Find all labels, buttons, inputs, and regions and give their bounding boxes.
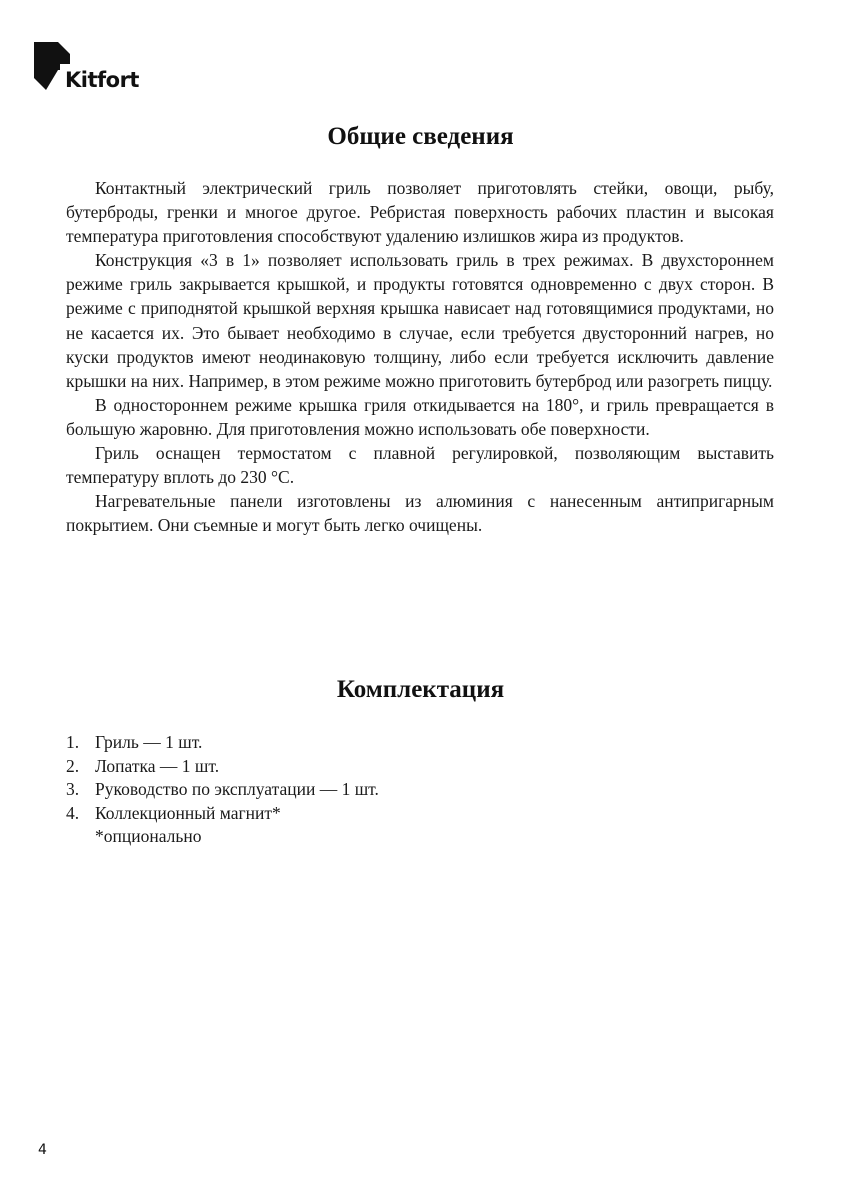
list-item-number: 1.	[66, 732, 80, 752]
page-number: 4	[38, 1142, 47, 1158]
kit-title: Комплектация	[336, 676, 505, 703]
paragraph-intro: Контактный электрический гриль позволяет приготовлять стейки, овощи, рыбу, бутерброды, гренки и многое другое. Ребристая поверхность рабочих пластин и высокая температура приготовления способствуют удалению излишков жира из продуктов.	[66, 178, 774, 247]
paragraph-modes: Конструкция «3 в 1» позволяет использовать гриль в трех режимах. В двухстороннем режиме гриль закрывается крышкой, и продукты готовятся одновременно с двух сторон. В режиме с приподнятой крышкой верхняя крышка нависает над готовящимися продуктами, но не касается их. Это бывает необходимо в случае, если требуется двусторонний нагрев, но куски продуктов имеют неодинаковую толщину, либо если требуется исключить давление крышки на них. Например, в этом режиме можно приготовить бутерброд или разогреть пиццу.	[66, 250, 774, 391]
paragraph-one-sided: В одностороннем режиме крышка гриля откидывается на 180°, и гриль превращается в большую жаровню. Для приготовления можно использовать обе поверхности.	[66, 394, 774, 439]
list-item-text: Руководство по эксплуатации — 1 шт.	[95, 779, 379, 799]
list-item-number: 2.	[66, 755, 80, 776]
list-item	[66, 778, 379, 802]
list-item-number: 3.	[66, 779, 80, 799]
kitfort-logo	[34, 42, 144, 98]
paragraph-thermostat: Гриль оснащен термостатом с плавной регулировкой, позволяющим выставить температуру вплоть до 230 °С.	[66, 443, 774, 488]
list-item	[66, 755, 379, 779]
general-info-title: Общие сведения	[327, 123, 514, 150]
list-item-text: Гриль — 1 шт.	[95, 732, 203, 752]
kit-footnote: *опционально	[95, 826, 202, 846]
list-item-text: Коллекционный магнит*	[95, 802, 281, 823]
list-item	[66, 731, 379, 755]
list-item-text: Лопатка — 1 шт.	[95, 755, 220, 776]
kit-list	[66, 731, 379, 849]
general-info-body	[66, 176, 774, 537]
brand-name: Kitfort	[65, 68, 139, 92]
list-item-number: 4.	[66, 802, 80, 823]
list-item	[66, 802, 379, 826]
paragraph-panels: Нагревательные панели изготовлены из алюминия с нанесенным антипригарным покрытием. Они съемные и могут быть легко очищены.	[66, 491, 774, 536]
